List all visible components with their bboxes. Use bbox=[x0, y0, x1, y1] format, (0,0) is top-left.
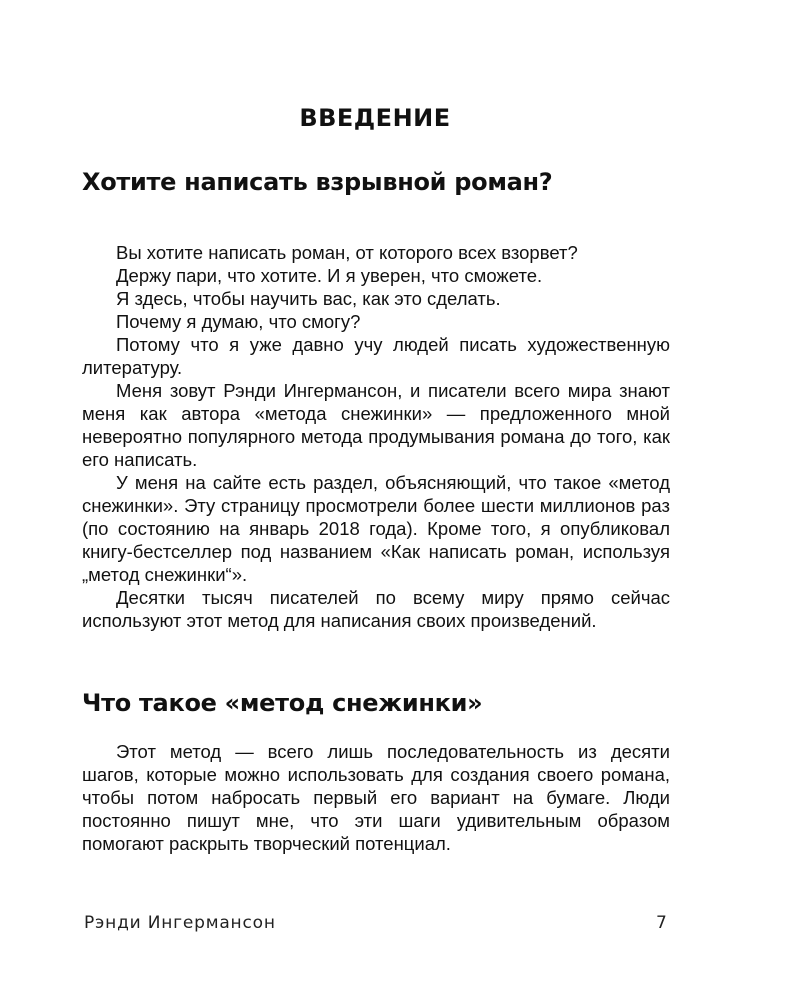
paragraph: Вы хотите написать роман, от которого всех взорвет? bbox=[116, 242, 578, 263]
page-number: 7 bbox=[656, 913, 667, 933]
chapter-title: ВВЕДЕНИЕ bbox=[299, 104, 451, 132]
paragraph: Десятки тысяч писателей по всему миру прямо сейчас используют этот метод для написания своих произведений. bbox=[82, 587, 670, 631]
section-body-snowflake bbox=[82, 740, 670, 855]
paragraph: Я здесь, чтобы научить вас, как это сделать. bbox=[116, 288, 501, 309]
paragraph: Почему я думаю, что смогу? bbox=[116, 311, 361, 332]
section-body-intro bbox=[82, 241, 670, 632]
paragraph: Меня зовут Рэнди Ингермансон, и писатели всего мира знают меня как автора «метода снежинки» — предложенного мной невероятно популярного метода продумывания романа до того, как его написать. bbox=[82, 380, 670, 470]
paragraph: Потому что я уже давно учу людей писать художественную литературу. bbox=[82, 334, 670, 378]
paragraph: Держу пари, что хотите. И я уверен, что сможете. bbox=[116, 265, 543, 286]
paragraph: У меня на сайте есть раздел, объясняющий, что такое «метод снежинки». Эту страницу просмотрели более шести миллионов раз (по состоянию на январь 2018 года). Кроме того, я опубликовал книгу-бестселлер под названием «Как написать роман, используя „метод снежинки“». bbox=[82, 472, 670, 585]
section-heading-explosive-novel: Хотите написать взрывной роман? bbox=[82, 168, 553, 196]
footer-author: Рэнди Ингермансон bbox=[84, 913, 276, 933]
section-heading-snowflake-method: Что такое «метод снежинки» bbox=[82, 689, 483, 717]
paragraph: Этот метод — всего лишь последовательность из десяти шагов, которые можно использовать для создания своего романа, чтобы потом набросать первый его вариант на бумаге. Люди постоянно пишут мне, что эти шаги удивительным образом помогают раскрыть творческий потенциал. bbox=[82, 741, 670, 854]
